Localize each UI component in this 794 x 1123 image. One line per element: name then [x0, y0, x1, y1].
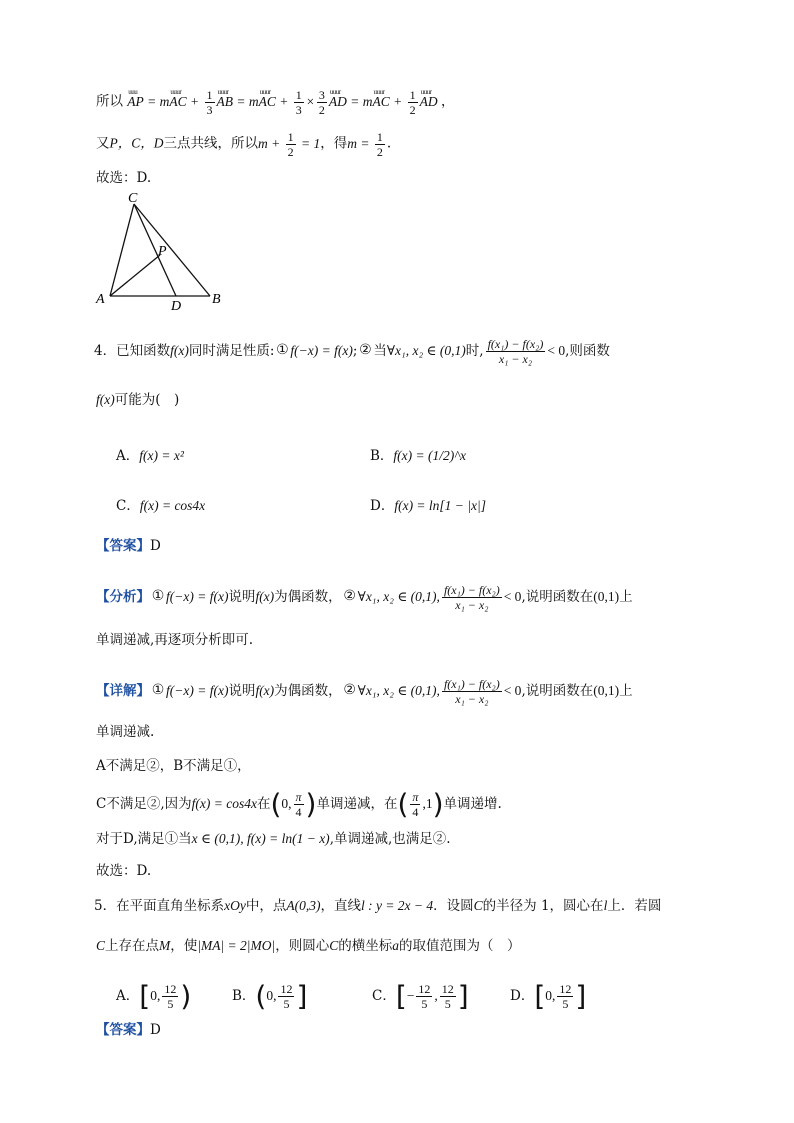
- q4-detail-line1: 【详解】 ① f(−x) = f(x)说明f(x)为偶函数， ② ∀x₁, x₂ ∈ (0,1), $\frac{\text{f(x₁) − f(x₂)}}{\text{x₁ − x₂}}$ < 0,说明函数在(0,1)上: [96, 677, 633, 706]
- label-A: A: [96, 292, 105, 307]
- q4-detail-line2: 单调递减.: [96, 724, 155, 740]
- label-P: P: [158, 244, 167, 259]
- conclusion-line-3: 故选：D.: [96, 170, 152, 186]
- q4-conclusion: 故选：D.: [96, 863, 152, 879]
- q5-option-d: D．[0, $\frac{12}{5}$ ]: [510, 979, 587, 1013]
- q4-detail-ab: A不满足②，B不满足①，: [96, 758, 251, 774]
- vector-expression: uuu AP = muuur AC + $\frac{1}{3}$ uuur AB = muuur AC + $\frac{1}{3}$ × $\frac{3}{2}$ uuur AD = muuur AC + $\frac{1}{2}$ uuur AD: [127, 94, 441, 109]
- q4-analysis-line2: 单调递减,再逐项分析即可.: [96, 632, 254, 648]
- q4-stem-line1: 4．已知函数f(x)同时满足性质: ① f(−x) = f(x); ② 当∀x₁, x₂ ∈ (0,1)时, $\frac{\text{f(x₁) − f(x₂)}}{\text{x₁ − x₂}}$ < 0,则函数: [94, 337, 610, 366]
- q4-analysis-line1: 【分析】 ① f(−x) = f(x)说明f(x)为偶函数， ② ∀x₁, x₂ ∈ (0,1), $\frac{\text{f(x₁) − f(x₂)}}{\text{x₁ − x₂}}$ < 0,说明函数在(0,1)上: [96, 583, 633, 612]
- q4-answer: 【答案】D: [96, 538, 161, 554]
- q4-detail-d: 对于D,满足①当x ∈ (0,1), f(x) = ln(1 − x),单调递减,也满足②.: [96, 831, 451, 847]
- q5-option-c: C．[− $\frac{12}{5}$ , $\frac{12}{5}$ ]: [372, 979, 469, 1013]
- q5-stem-line2: C上存在点M，使|MA| = 2|MO|，则圆心C的横坐标a的取值范围为（ ）: [96, 938, 521, 954]
- q4-option-a: A．f(x) = x²: [116, 448, 184, 464]
- segment-CB: [134, 204, 210, 296]
- q4-option-c: C．f(x) = cos4x: [116, 498, 206, 514]
- vector-equation-line: [96, 88, 455, 117]
- q5-answer: 【答案】D: [96, 1022, 161, 1038]
- q4-detail-c: C不满足②,因为f(x) = cos4x在(0, $\frac{\pi}{4}$ )单调递减，在( $\frac{\pi}{4}$ ,1)单调递增.: [96, 787, 502, 821]
- q4-option-d: D．f(x) = ln[1 − |x|]: [370, 498, 486, 514]
- collinear-line: 又P，C，D三点共线，所以m + $\frac{1}{2}$ = 1，得m = $\frac{1}{2}$ .: [96, 130, 392, 159]
- q5-stem-line1: 5．在平面直角坐标系xOy中，点A(0,3)，直线l : y = 2x − 4．设圆C的半径为 1，圆心在l上．若圆: [94, 898, 662, 914]
- label-B: B: [212, 292, 221, 307]
- segment-AP: [110, 255, 160, 296]
- label-C: C: [128, 192, 138, 206]
- q4-option-b: B．f(x) = (1/2)^x: [370, 448, 466, 464]
- q5-option-b: B．(0, $\frac{12}{5}$ ]: [232, 979, 308, 1013]
- text-prefix: 所以: [96, 93, 123, 110]
- q4-stem-line2: f(x)可能为( ): [96, 392, 180, 408]
- text-suffix: ，: [441, 93, 455, 110]
- segment-AC: [110, 204, 134, 296]
- triangle-figure: [90, 192, 240, 312]
- label-D: D: [171, 299, 182, 312]
- segment-CD: [134, 204, 176, 296]
- q5-option-a: A．[0, $\frac{12}{5}$ ): [116, 979, 192, 1013]
